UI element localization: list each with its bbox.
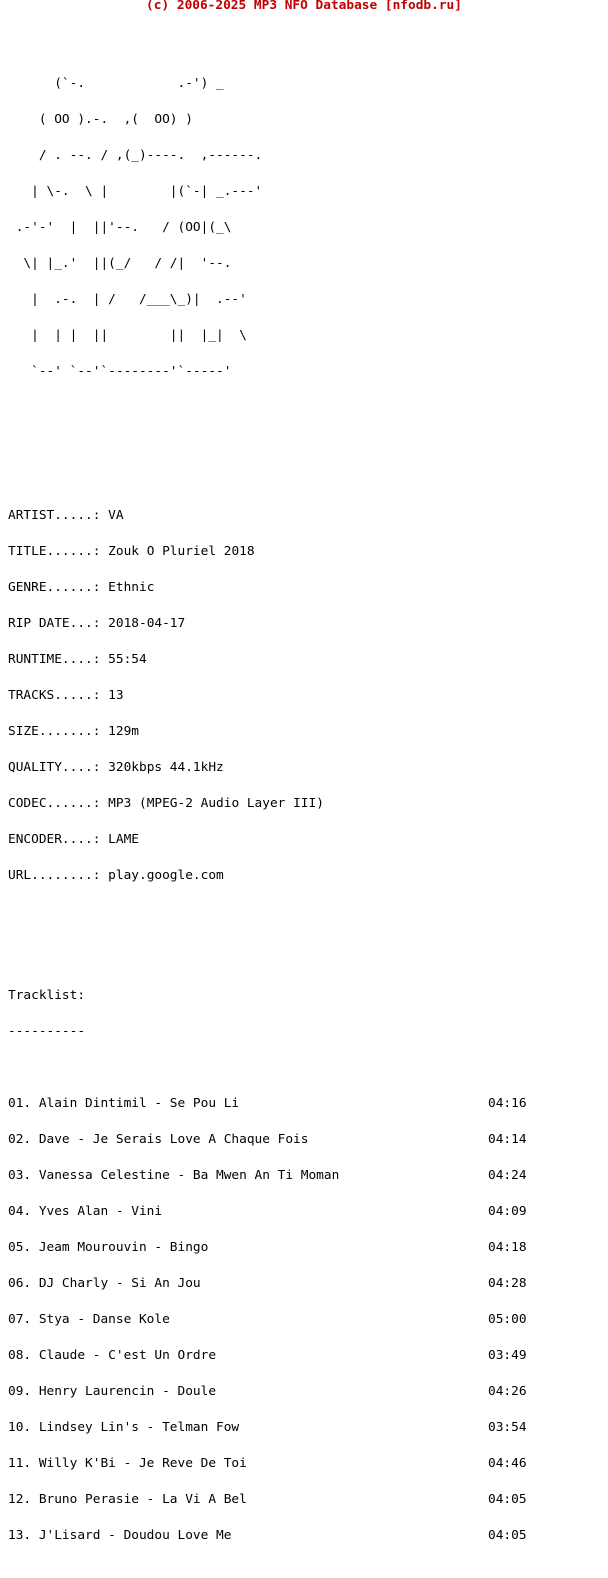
track-row: [8, 1276, 527, 1291]
track-duration: 05:00: [488, 1312, 527, 1327]
field-encoder: [8, 834, 339, 846]
track-title: 05. Jeam Mourouvin - Bingo: [8, 1240, 209, 1255]
track-row: [8, 1528, 527, 1543]
track-duration: 04:05: [488, 1528, 527, 1543]
field-value: 320kbps 44.1kHz: [108, 760, 224, 775]
track-row: [8, 1204, 527, 1219]
field-runtime: [8, 654, 339, 666]
ascii-art-line: | \-. \ | |(`-| _.---': [8, 184, 263, 199]
track-duration: 04:28: [488, 1276, 527, 1291]
ascii-art-line: ( OO ).-. ,( OO) ): [8, 112, 193, 127]
field-artist: [8, 510, 339, 522]
site-header: (c) 2006-2025 MP3 NFO Database [nfodb.ru]: [146, 0, 462, 13]
ascii-art-line: | | | || || |_| \: [8, 328, 247, 343]
field-value: play.google.com: [108, 868, 224, 883]
ascii-art-line: \| |_.' ||(_/ / /| '--.: [8, 256, 232, 271]
field-value: 55:54: [108, 652, 147, 667]
field-label: RUNTIME....:: [8, 652, 109, 667]
field-value: Zouk O Pluriel 2018: [108, 544, 255, 559]
track-duration: 04:24: [488, 1168, 527, 1183]
field-label: ENCODER....:: [8, 832, 109, 847]
field-size: [8, 726, 339, 738]
field-tracks: [8, 690, 339, 702]
tracklist-rule: ----------: [8, 1024, 86, 1039]
track-title: 06. DJ Charly - Si An Jou: [8, 1276, 201, 1291]
track-title: 09. Henry Laurencin - Doule: [8, 1384, 217, 1399]
track-title: 13. J'Lisard - Doudou Love Me: [8, 1528, 232, 1543]
track-row: [8, 1096, 527, 1111]
ascii-art-line: .-'-' | ||'--. / (OO|(_\: [8, 220, 232, 235]
track-duration: 04:09: [488, 1204, 527, 1219]
track-duration: 04:26: [488, 1384, 527, 1399]
track-duration: 04:05: [488, 1492, 527, 1507]
release-info: [8, 486, 339, 906]
track-row: [8, 1492, 527, 1507]
track-title: 10. Lindsey Lin's - Telman Fow: [8, 1420, 240, 1435]
ascii-art-line: `--' `--'`--------'`-----': [8, 364, 232, 379]
track-duration: 04:14: [488, 1132, 527, 1147]
field-value: 129m: [108, 724, 139, 739]
field-value: VA: [108, 508, 124, 523]
track-row: [8, 1348, 527, 1363]
track-duration: 04:18: [488, 1240, 527, 1255]
ascii-art-logo: [8, 54, 339, 402]
track-row: [8, 1132, 527, 1147]
track-title: 07. Stya - Danse Kole: [8, 1312, 170, 1327]
field-label: SIZE.......:: [8, 724, 109, 739]
field-label: QUALITY....:: [8, 760, 109, 775]
track-row: [8, 1312, 527, 1327]
field-url: [8, 870, 339, 882]
track-row: [8, 1456, 527, 1471]
field-value: 2018-04-17: [108, 616, 186, 631]
field-rip-date: [8, 618, 339, 630]
field-quality: [8, 762, 339, 774]
field-label: TRACKS.....:: [8, 688, 109, 703]
field-value: 13: [108, 688, 124, 703]
field-label: ARTIST.....:: [8, 508, 109, 523]
ascii-art-line: / . --. / ,(_)----. ,------.: [8, 148, 263, 163]
track-duration: 03:49: [488, 1348, 527, 1363]
field-value: Ethnic: [108, 580, 155, 595]
track-row: [8, 1168, 527, 1183]
track-duration: 04:16: [488, 1096, 527, 1111]
track-title: 11. Willy K'Bi - Je Reve De Toi: [8, 1456, 247, 1471]
nfo-document: [8, 30, 527, 1578]
track-title: 12. Bruno Perasie - La Vi A Bel: [8, 1492, 247, 1507]
track-title: 04. Yves Alan - Vini: [8, 1204, 163, 1219]
field-genre: [8, 582, 339, 594]
track-row: [8, 1420, 527, 1435]
track-title: 08. Claude - C'est Un Ordre: [8, 1348, 217, 1363]
field-label: URL........:: [8, 868, 109, 883]
track-title: 02. Dave - Je Serais Love A Chaque Fois: [8, 1132, 309, 1147]
track-row: [8, 1240, 527, 1255]
tracklist-title: Tracklist:: [8, 988, 86, 1003]
ascii-art-line: | .-. | / /___\_)| .--': [8, 292, 247, 307]
field-value: LAME: [108, 832, 139, 847]
track-row: [8, 1384, 527, 1399]
tracklist: [8, 1074, 527, 1566]
field-label: TITLE......:: [8, 544, 109, 559]
track-title: 01. Alain Dintimil - Se Pou Li: [8, 1096, 240, 1111]
track-duration: 04:46: [488, 1456, 527, 1471]
field-value: MP3 (MPEG-2 Audio Layer III): [108, 796, 324, 811]
field-codec: [8, 798, 339, 810]
track-title: 03. Vanessa Celestine - Ba Mwen An Ti Moman: [8, 1168, 340, 1183]
track-duration: 03:54: [488, 1420, 527, 1435]
field-label: RIP DATE...:: [8, 616, 109, 631]
ascii-art-line: (`-. .-') _: [8, 76, 224, 91]
field-title: [8, 546, 339, 558]
field-label: GENRE......:: [8, 580, 109, 595]
field-label: CODEC......:: [8, 796, 109, 811]
